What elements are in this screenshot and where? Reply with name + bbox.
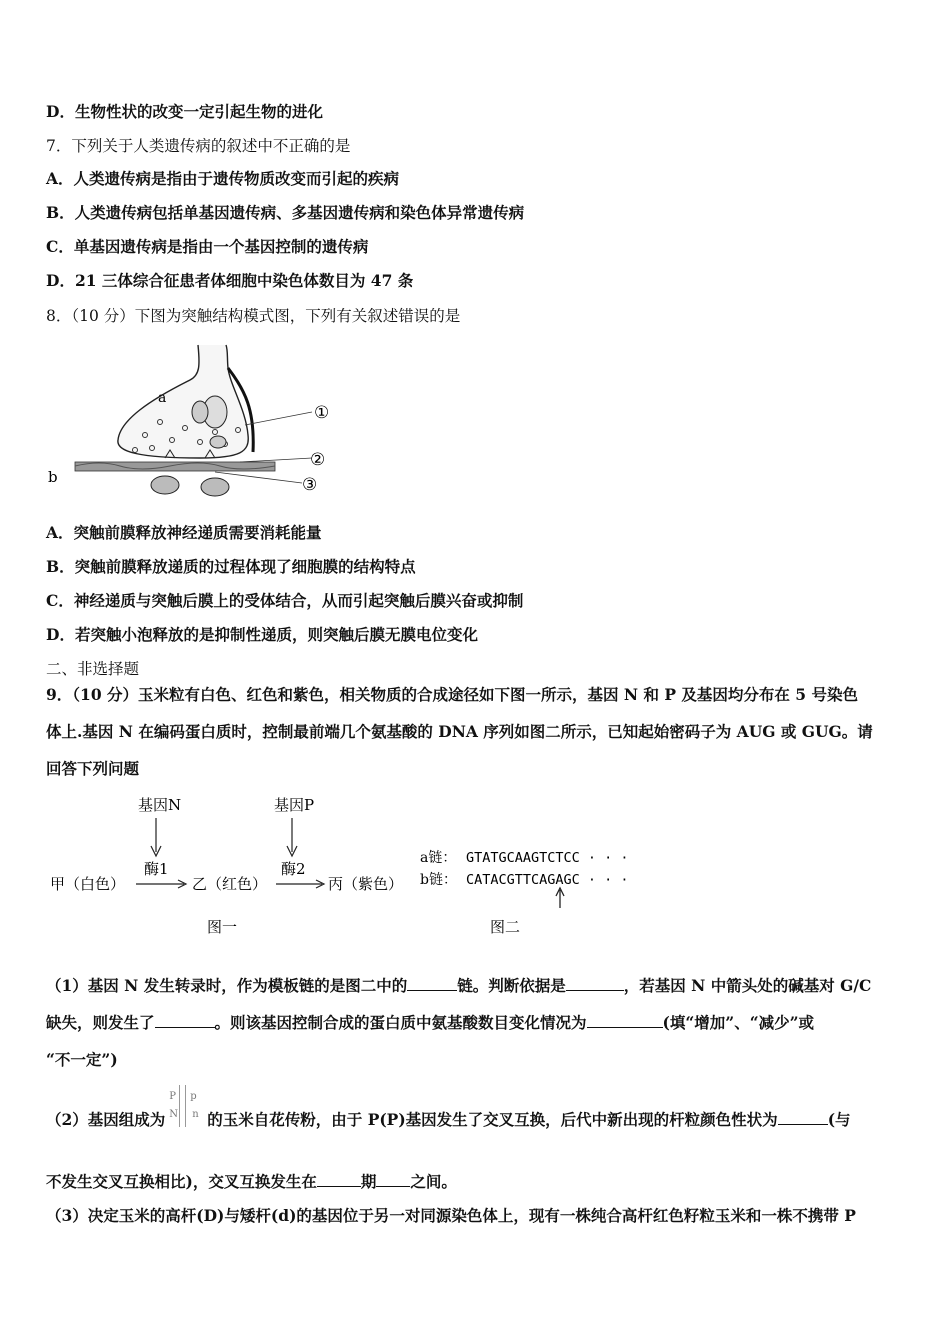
q8-option-d: D．若突触小泡释放的是抑制性递质，则突触后膜无膜电位变化 <box>46 625 478 644</box>
q8-option-a: A．突触前膜释放神经递质需要消耗能量 <box>46 523 322 542</box>
q7-option-a: A．人类遗传病是指由于遗传物质改变而引起的疾病 <box>46 169 400 188</box>
answer-blank[interactable] <box>376 1172 410 1187</box>
axon-terminal <box>118 345 248 458</box>
q7-option-d: D．21 三体综合征患者体细胞中染色体数目为 47 条 <box>46 271 414 290</box>
q7-stem: 7．下列关于人类遗传病的叙述中不正确的是 <box>46 137 351 155</box>
gene-p-label: 基因P <box>274 796 315 814</box>
figure1-caption: 图一 <box>207 918 238 936</box>
chain-a-sequence: GTATGCAAGTCTCC · · · <box>466 850 629 866</box>
enzyme2-label: 酶2 <box>281 860 306 878</box>
answer-blank[interactable] <box>155 1013 215 1028</box>
q9-stem-line2: 体上.基因 N 在编码蛋白质时，控制最前端几个氨基酸的 DNA 序列如图二所示，已知起始密码子为 AUG 或 GUG。请 <box>46 722 873 741</box>
gene-n-label: 基因N <box>138 796 182 814</box>
section-title: 二、非选择题 <box>46 660 140 678</box>
chain-b-sequence: CATACGTTCAGAGC · · · <box>466 872 629 888</box>
q9-sub2-line2: 不发生交叉互换相比)，交叉互换发生在 期 之间。 <box>46 1172 457 1191</box>
q9-stem-line1: 9．（10 分）玉米粒有白色、红色和紫色，相关物质的合成途径如下图一所示，基因 N 和 P 及基因均分布在 5 号染色 <box>46 685 858 704</box>
figure-marker-1: ① <box>314 403 330 423</box>
pathway-figure <box>44 790 424 940</box>
figure2-caption: 图二 <box>490 918 521 936</box>
q7-option-b: B．人类遗传病包括单基因遗传病、多基因遗传病和染色体异常遗传病 <box>46 203 525 222</box>
q9-stem-line3: 回答下列问题 <box>46 759 140 778</box>
q6-option-d: D．生物性状的改变一定引起生物的进化 <box>46 102 323 121</box>
q9-sub3-line1: （3）决定玉米的高杆(D)与矮杆(d)的基因位于另一对同源染色体上，现有一株纯合高杆红色籽粒玉米和一株不携带 P <box>46 1206 856 1225</box>
figure-label-a: a <box>158 390 167 406</box>
q9-sub1-line3: “不一定”) <box>46 1050 118 1069</box>
q8-stem: 8．（10 分）下图为突触结构模式图，下列有关叙述错误的是 <box>46 307 461 325</box>
figure-label-b: b <box>48 468 58 486</box>
chain-a-label: a链： <box>420 850 457 866</box>
q8-option-b: B．突触前膜释放递质的过程体现了细胞膜的结构特点 <box>46 557 416 576</box>
q9-sub1-line2: 缺失，则发生了 。则该基因控制合成的蛋白质中氨基酸数目变化情况为 (填“增加”、“减少”或 <box>46 1013 815 1032</box>
q8-option-c: C．神经递质与突触后膜上的受体结合，从而引起突触后膜兴奋或抑制 <box>46 591 524 610</box>
answer-blank[interactable] <box>566 976 624 991</box>
answer-blank[interactable] <box>407 976 457 991</box>
q7-option-c: C．单基因遗传病是指由一个基因控制的遗传病 <box>46 237 369 256</box>
q9-sub2-line1: （2）基因组成为 P N p n 的玉米自花传粉，由于 P(P)基因发生了交叉互换，后代中新出现的杆粒颜色性状为 (与 <box>46 1110 851 1131</box>
genotype-diagram: P N p n <box>165 1111 207 1131</box>
synapse-figure <box>40 340 360 505</box>
substance-jia: 甲（白色） <box>50 875 126 893</box>
answer-blank[interactable] <box>778 1110 828 1125</box>
chain-b-label: b链： <box>420 872 457 888</box>
substance-bing: 丙（紫色） <box>328 875 404 893</box>
q9-sub1-line1: （1）基因 N 发生转录时，作为模板链的是图二中的 链。判断依据是 ，若基因 N 中箭头处的碱基对 G/C <box>46 976 872 995</box>
figure-marker-2: ② <box>310 450 326 470</box>
answer-blank[interactable] <box>317 1172 361 1187</box>
dna-figure <box>418 840 638 940</box>
substance-yi: 乙（红色） <box>192 875 268 893</box>
figure-marker-3: ③ <box>302 475 318 495</box>
answer-blank[interactable] <box>587 1013 663 1028</box>
enzyme1-label: 酶1 <box>144 860 169 878</box>
